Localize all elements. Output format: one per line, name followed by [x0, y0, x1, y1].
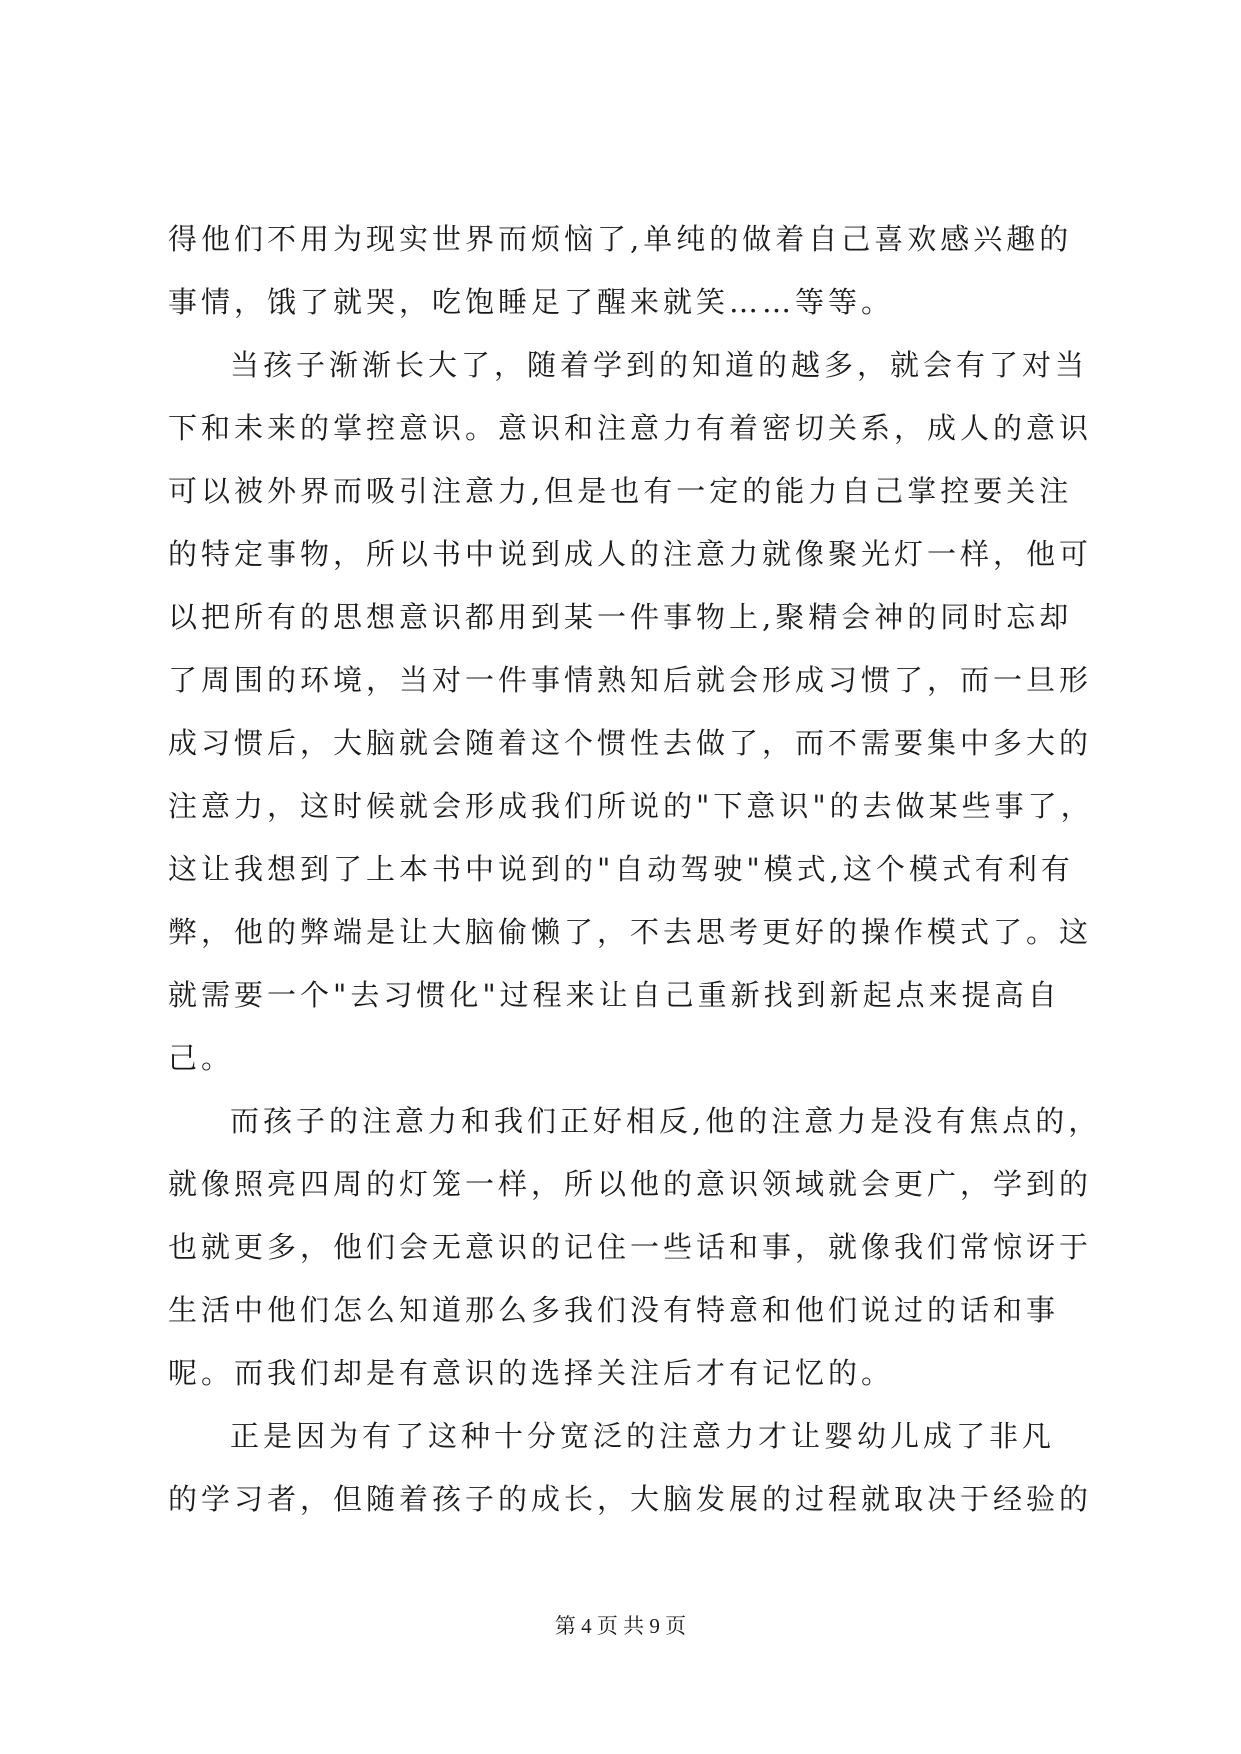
text-line: 可以被外界而吸引注意力,但是也有一定的能力自己掌控要关注 — [168, 474, 1073, 508]
text-line: 这让我想到了上本书中说到的"自动驾驶"模式,这个模式有利有 — [168, 852, 1074, 886]
text-line: 就像照亮四周的灯笼一样，所以他的意识领域就会更广，学到的 — [168, 1167, 1093, 1201]
text-line: 的特定事物，所以书中说到成人的注意力就像聚光灯一样，他可 — [168, 537, 1093, 571]
text-line: 以把所有的思想意识都用到某一件事物上,聚精会神的同时忘却 — [168, 600, 1073, 634]
page-footer: 第 4 页 共 9 页 — [554, 1614, 687, 1638]
text-line: 而孩子的注意力和我们正好相反,他的注意力是没有焦点的， — [230, 1104, 1102, 1138]
text-line: 弊，他的弊端是让大脑偷懒了，不去思考更好的操作模式了。这 — [168, 915, 1093, 949]
text-line: 下和未来的掌控意识。意识和注意力有着密切关系，成人的意识 — [168, 411, 1093, 445]
text-line: 就需要一个"去习惯化"过程来让自己重新找到新起点来提高自 — [168, 978, 1061, 1012]
text-line: 成习惯后，大脑就会随着这个惯性去做了，而不需要集中多大的 — [168, 726, 1093, 760]
text-line: 正是因为有了这种十分宽泛的注意力才让婴幼儿成了非凡 — [230, 1419, 1056, 1453]
text-line: 了周围的环境，当对一件事情熟知后就会形成习惯了，而一旦形 — [168, 663, 1093, 697]
text-line: 事情，饿了就哭，吃饱睡足了醒来就笑……等等。 — [168, 285, 895, 319]
text-line: 得他们不用为现实世界而烦恼了,单纯的做着自己喜欢感兴趣的 — [168, 222, 1073, 256]
body-text — [168, 222, 1102, 1548]
text-line: 也就更多，他们会无意识的记住一些话和事，就像我们常惊讶于 — [168, 1230, 1093, 1264]
text-line: 当孩子渐渐长大了，随着学到的知道的越多，就会有了对当 — [230, 348, 1089, 382]
text-line: 己。 — [168, 1041, 235, 1075]
text-line: 呢。而我们却是有意识的选择关注后才有记忆的。 — [168, 1356, 895, 1390]
text-line: 注意力，这时候就会形成我们所说的"下意识"的去做某些事了， — [168, 789, 1094, 823]
text-line: 生活中他们怎么知道那么多我们没有特意和他们说过的话和事 — [168, 1293, 1060, 1327]
text-line: 的学习者，但随着孩子的成长，大脑发展的过程就取决于经验的 — [168, 1482, 1093, 1516]
